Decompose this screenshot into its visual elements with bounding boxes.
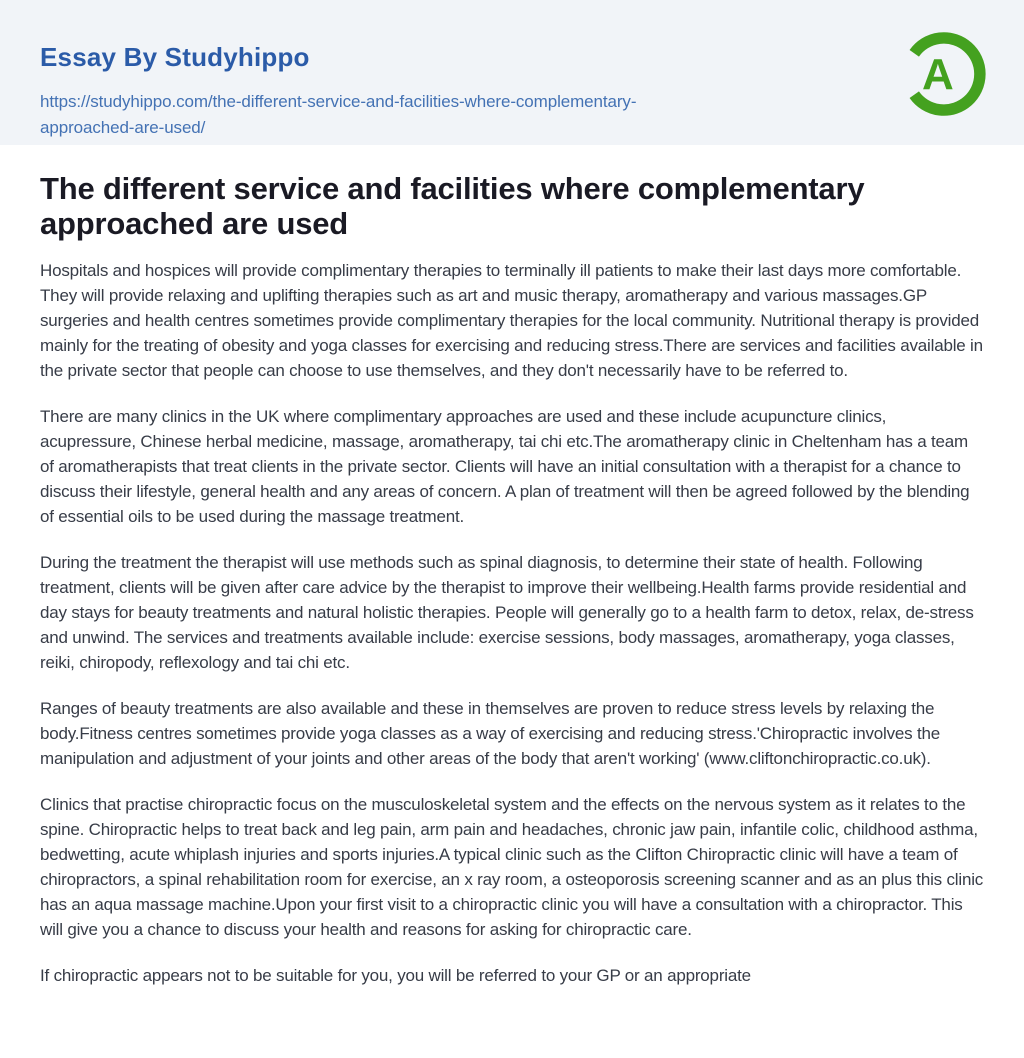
essay-paragraph: Ranges of beauty treatments are also available and these in themselves are proven to reduce stress levels by relaxing the body.Fitness centres sometimes provide yoga classes as a way of exercising and reducing stress.'Chiropractic involves the manipulation and adjustment of your joints and other areas of the body that aren't working' (www.cliftonchiropractic.co.uk).: [40, 699, 940, 768]
essay-title: The different service and facilities where complementary approached are used: [40, 171, 865, 241]
essay-url-link[interactable]: https://studyhippo.com/the-different-service-and-facilities-where-complementary-approached-are-used/: [40, 92, 637, 137]
essay-paragraph: Hospitals and hospices will provide complimentary therapies to terminally ill patients to make their last days more comfortable. They will provide relaxing and uplifting therapies such as art and music therapy, aromatherapy and various massages.GP surgeries and health centres sometimes provide complimentary therapies for the local community. Nutritional therapy is provided mainly for the treating of obesity and yoga classes for exercising and reducing stress.There are services and facilities available in the private sector that people can choose to use themselves, and they don't necessarily have to be referred to.: [40, 261, 983, 380]
essay-body: [0, 145, 1024, 988]
essay-paragraph: There are many clinics in the UK where complimentary approaches are used and these include acupuncture clinics, acupressure, Chinese herbal medicine, massage, aromatherapy, tai chi etc.The aromatherapy clinic in Cheltenham has a team of aromatherapists that treat clients in the private sector. Clients will have an initial consultation with a therapist for a chance to discuss their lifestyle, general health and any areas of concern. A plan of treatment will then be agreed followed by the blending of essential oils to be used during the massage treatment.: [40, 407, 970, 526]
essay-paragraph: During the treatment the therapist will use methods such as spinal diagnosis, to determine their state of health. Following treatment, clients will be given after care advice by the therapist to improve their wellbeing.Health farms provide residential and day stays for beauty treatments and natural holistic therapies. People will generally go to a health farm to detox, relax, de-stress and unwind. The services and treatments available include: exercise sessions, body massages, aromatherapy, yoga classes, reiki, chiropody, reflexology and tai chi etc.: [40, 553, 974, 672]
essay-paragraph: If chiropractic appears not to be suitable for you, you will be referred to your GP or an appropriate: [40, 966, 751, 985]
logo-letter: A: [921, 49, 954, 99]
page-header: [0, 0, 1024, 145]
essay-paragraph: Clinics that practise chiropractic focus on the musculoskeletal system and the effects on the nervous system as it relates to the spine. Chiropractic helps to treat back and leg pain, arm pain and headaches, chronic jaw pain, infantile colic, childhood asthma, bedwetting, acute whiplash injuries and sports injuries.A typical clinic such as the Clifton Chiropractic clinic will have a team of chiropractors, a spinal rehabilitation room for exercise, an x ray room, a osteoporosis screening scanner and as an plus this clinic has an aqua massage machine.Upon your first visit to a chiropractic clinic you will have a consultation with a chiropractor. This will give you a chance to discuss your health and reasons for asking for chiropractic care.: [40, 795, 984, 939]
header-text-block: [40, 0, 730, 141]
studyhippo-logo: [900, 29, 988, 119]
site-title: Essay By Studyhippo: [40, 42, 310, 72]
